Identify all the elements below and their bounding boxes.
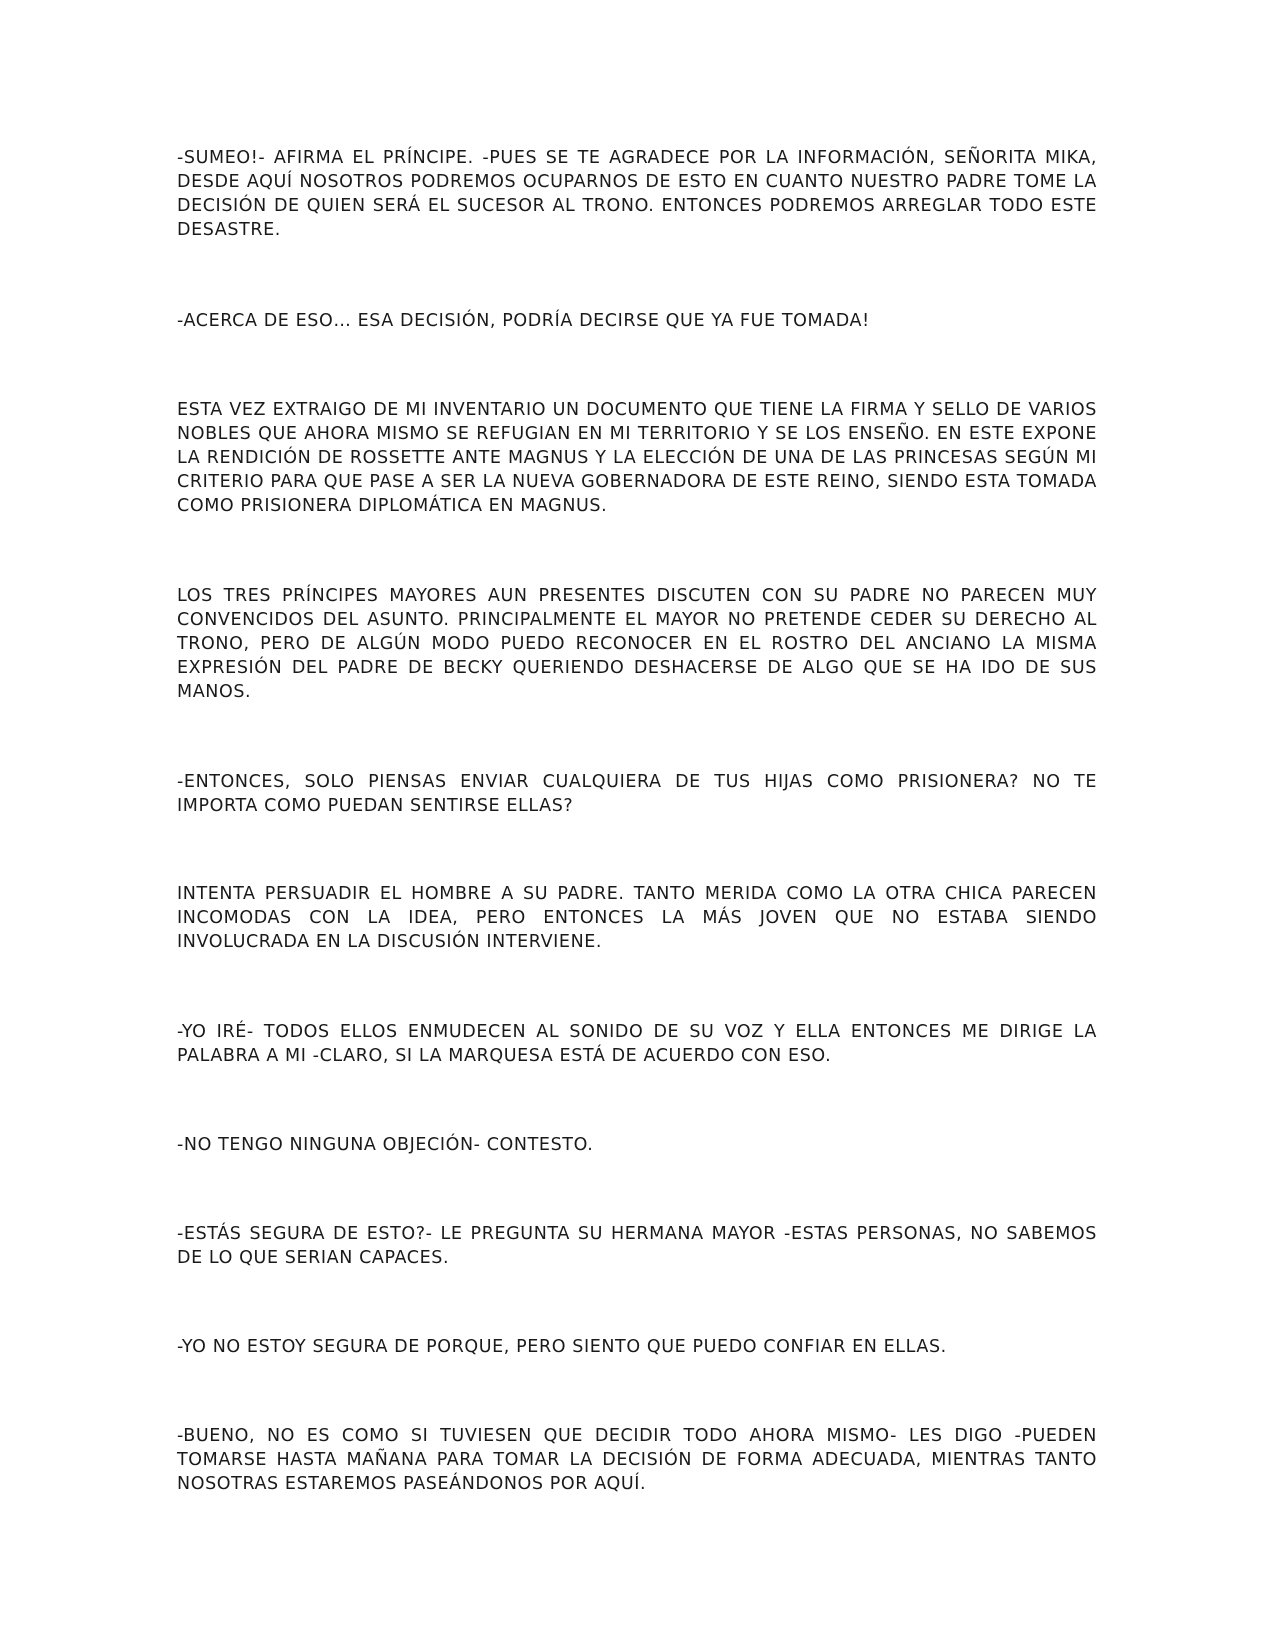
paragraph: ESTA VEZ EXTRAIGO DE MI INVENTARIO UN DOCUMENTO QUE TIENE LA FIRMA Y SELLO DE VARIOS NOBLES QUE AHORA MISMO SE REFUGIAN EN MI TERRITORIO Y SE LOS ENSEÑO. EN ESTE EXPONE LA RENDICIÓN DE ROSSETTE ANTE MAGNUS Y LA ELECCIÓN DE UNA DE LAS PRINCESAS SEGÚN MI CRITERIO PARA QUE PASE A SER LA NUEVA GOBERNADORA DE ESTE REINO, SIENDO ESTA TOMADA COMO PRISIONERA DIPLOMÁTICA EN MAGNUS. — [177, 400, 1097, 516]
paragraph: -ENTONCES, SOLO PIENSAS ENVIAR CUALQUIERA DE TUS HIJAS COMO PRISIONERA? NO TE IMPORTA COMO PUEDAN SENTIRSE ELLAS? — [177, 772, 1097, 816]
paragraph: -ACERCA DE ESO… ESA DECISIÓN, PODRÍA DECIRSE QUE YA FUE TOMADA! — [177, 311, 870, 331]
paragraph: INTENTA PERSUADIR EL HOMBRE A SU PADRE. TANTO MERIDA COMO LA OTRA CHICA PARECEN INCOMODAS CON LA IDEA, PERO ENTONCES LA MÁS JOVEN QUE NO ESTABA SIENDO INVOLUCRADA EN LA DISCUSIÓN INTERVIENE. — [177, 884, 1097, 952]
paragraph: -ESTÁS SEGURA DE ESTO?- LE PREGUNTA SU HERMANA MAYOR -ESTAS PERSONAS, NO SABEMOS DE LO QUE SERIAN CAPACES. — [177, 1224, 1097, 1268]
paragraph: LOS TRES PRÍNCIPES MAYORES AUN PRESENTES DISCUTEN CON SU PADRE NO PARECEN MUY CONVENCIDOS DEL ASUNTO. PRINCIPALMENTE EL MAYOR NO PRETENDE CEDER SU DERECHO AL TRONO, PERO DE ALGÚN MODO PUEDO RECONOCER EN EL ROSTRO DEL ANCIANO LA MISMA EXPRESIÓN DEL PADRE DE BECKY QUERIENDO DESHACERSE DE ALGO QUE SE HA IDO DE SUS MANOS. — [177, 586, 1097, 702]
paragraph: -NO TENGO NINGUNA OBJECIÓN- CONTESTO. — [177, 1135, 594, 1155]
paragraph: -BUENO, NO ES COMO SI TUVIESEN QUE DECIDIR TODO AHORA MISMO- LES DIGO -PUEDEN TOMARSE HASTA MAÑANA PARA TOMAR LA DECISIÓN DE FORMA ADECUADA, MIENTRAS TANTO NOSOTRAS ESTAREMOS PASEÁNDONOS POR AQUÍ. — [177, 1426, 1097, 1494]
paragraph: -YO IRÉ- TODOS ELLOS ENMUDECEN AL SONIDO DE SU VOZ Y ELLA ENTONCES ME DIRIGE LA PALABRA A MI -CLARO, SI LA MARQUESA ESTÁ DE ACUERDO CON ESO. — [177, 1022, 1097, 1066]
paragraph: -SUMEO!- AFIRMA EL PRÍNCIPE. -PUES SE TE AGRADECE POR LA INFORMACIÓN, SEÑORITA MIKA, DESDE AQUÍ NOSOTROS PODREMOS OCUPARNOS DE ESTO EN CUANTO NUESTRO PADRE TOME LA DECISIÓN DE QUIEN SERÁ EL SUCESOR AL TRONO. ENTONCES PODREMOS ARREGLAR TODO ESTE DESASTRE. — [177, 148, 1097, 240]
paragraph: -YO NO ESTOY SEGURA DE PORQUE, PERO SIENTO QUE PUEDO CONFIAR EN ELLAS. — [177, 1337, 947, 1357]
